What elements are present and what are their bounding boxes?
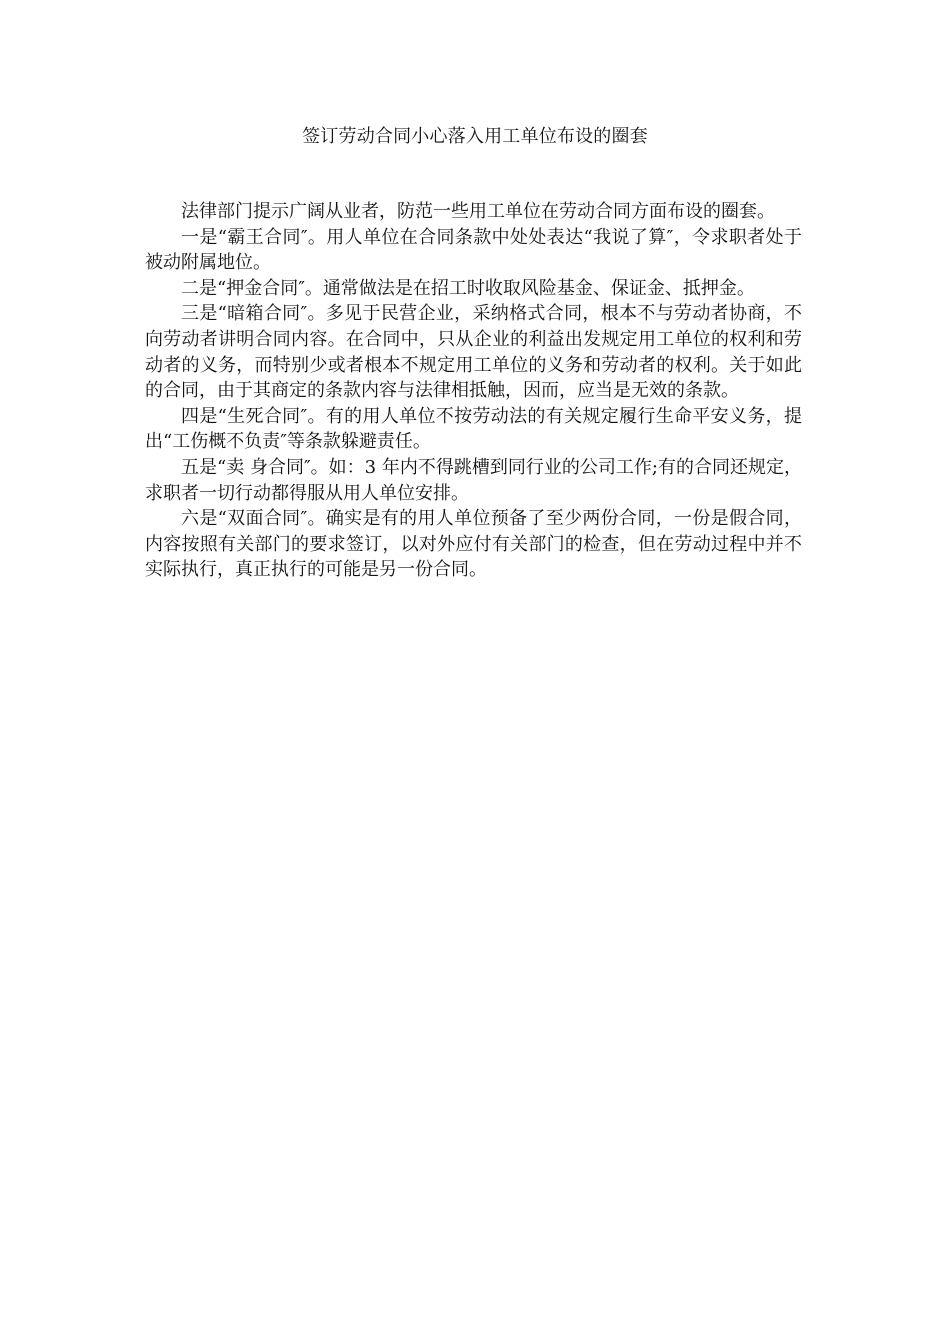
document-title: 签订劳动合同小心落入用工单位布设的圈套 xyxy=(302,126,648,147)
document-body xyxy=(145,199,802,583)
paragraph-2: 二是“押金合同″。通常做法是在招工时收取风险基金、保证金、抵押金。 xyxy=(181,277,755,299)
paragraph-intro: 法律部门提示广阔从业者，防范一些用工单位在劳动合同方面布设的圈套。 xyxy=(181,201,775,222)
paragraph-1: 一是“霸王合同″。用人单位在合同条款中处处表达“我说了算″，令求职者处于被动附属地位。 xyxy=(145,226,802,274)
paragraph-3: 三是“暗箱合同″。多见于民营企业，采纳格式合同，根本不与劳动者协商，不向劳动者讲明合同内容。在合同中，只从企业的利益出发规定用工单位的权利和劳动者的义务，而特别少或者根本不规定用工单位的义务和劳动者的权利。关于如此的合同，由于其商定的条款内容与法律相抵触，因而，应当是无效的条款。 xyxy=(145,303,802,402)
paragraph-6: 六是“双面合同″。确实是有的用人单位预备了至少两份合同，一份是假合同，内容按照有关部门的要求签订，以对外应付有关部门的检查，但在劳动过程中并不实际执行，真正执行的可能是另一份合同。 xyxy=(145,508,802,581)
paragraph-5: 五是“卖 身合同″。如：3 年内不得跳槽到同行业的公司工作;有的合同还规定，求职者一切行动都得服从用人单位安排。 xyxy=(145,456,802,504)
paragraph-4: 四是“生死合同″。有的用人单位不按劳动法的有关规定履行生命平安义务，提出“工伤概不负责″等条款躲避责任。 xyxy=(145,405,802,453)
